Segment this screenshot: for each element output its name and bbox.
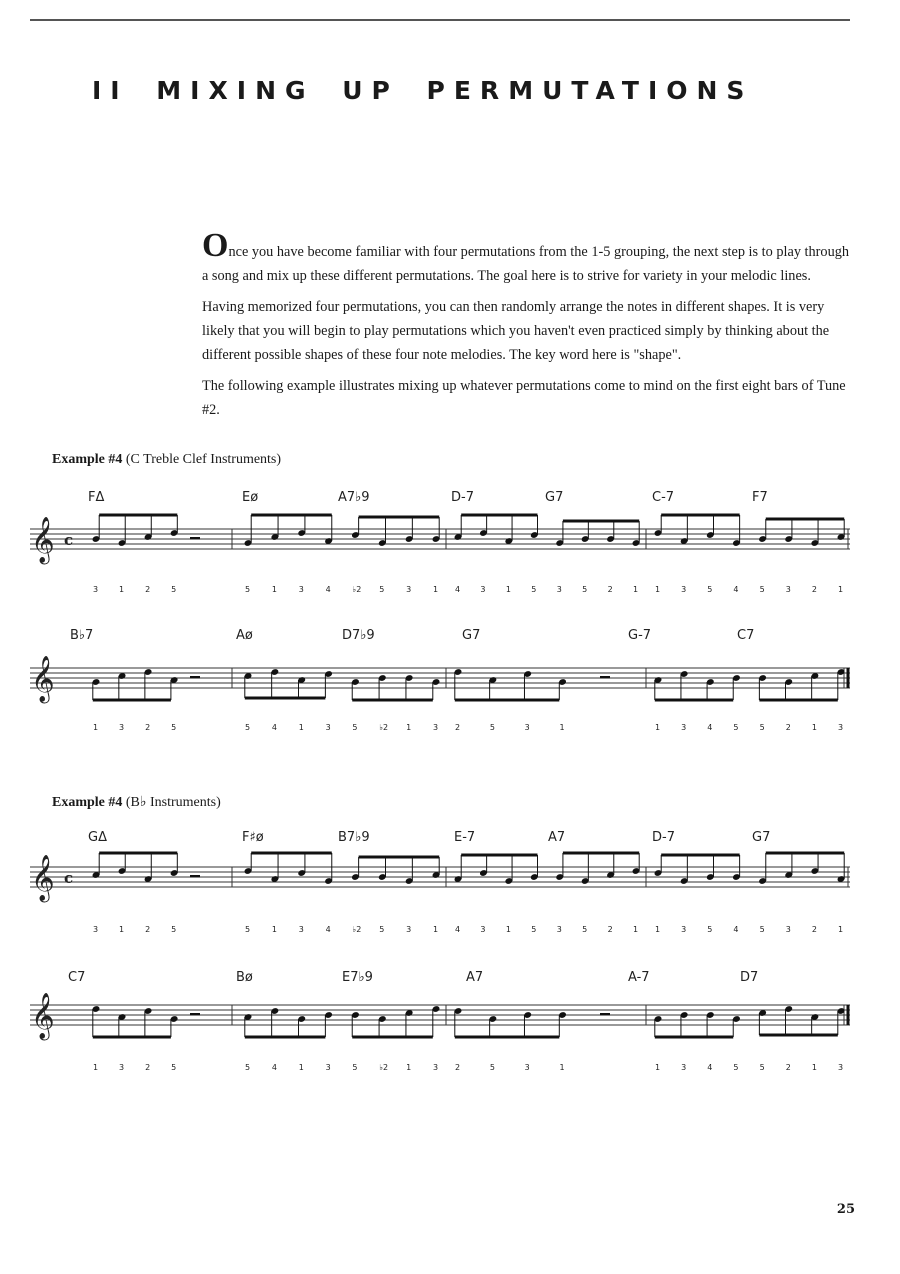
fingering-number: ♭2: [352, 585, 362, 594]
fingering-number: 3: [838, 1063, 844, 1072]
fingering-number: 3: [785, 925, 791, 934]
chord-symbol: D-7: [652, 830, 675, 845]
chord-symbol: C-7: [652, 490, 675, 505]
fingering-number: 4: [733, 925, 739, 934]
fingering-number: 5: [171, 585, 177, 594]
paragraph-3: The following example illustrates mixing up whatever permutations come to mind on the first eight bars of Tune #2.: [202, 378, 846, 418]
fingering-number: 5: [707, 585, 713, 594]
fingering-number: 2: [785, 723, 791, 732]
chord-symbol: Bø: [236, 970, 253, 985]
music-staff-system: [0, 837, 900, 907]
fingering-number: 2: [455, 1063, 461, 1072]
fingering-number: 1: [93, 723, 99, 732]
fingering-number: 5: [489, 723, 495, 732]
fingering-number: 5: [171, 925, 177, 934]
fingering-number: 1: [271, 585, 277, 594]
fingering-number: 1: [655, 723, 661, 732]
chord-symbol: A7: [466, 970, 484, 985]
fingering-number: 4: [455, 925, 461, 934]
fingering-number: 3: [119, 1063, 125, 1072]
fingering-number: 3: [681, 1063, 687, 1072]
fingering-number: 1: [433, 925, 439, 934]
treble-clef-icon: 𝄞: [31, 855, 55, 901]
fingering-number: 2: [811, 585, 817, 594]
fingering-number: 5: [759, 925, 765, 934]
half-rest-icon: [190, 1013, 200, 1016]
fingering-number: 3: [681, 925, 687, 934]
chord-symbol: B7♭9: [338, 830, 370, 845]
music-staff-system: [0, 638, 900, 708]
fingering-number: 2: [455, 723, 461, 732]
fingering-number: 5: [352, 1063, 358, 1072]
fingering-number: 3: [93, 925, 99, 934]
chord-symbol: GΔ: [88, 830, 107, 845]
fingering-number: 2: [811, 925, 817, 934]
fingering-number: 5: [531, 925, 537, 934]
fingering-number: 5: [707, 925, 713, 934]
fingering-number: 5: [582, 925, 588, 934]
fingering-number: 1: [119, 925, 125, 934]
fingering-number: 3: [298, 585, 304, 594]
treble-clef-icon: 𝄞: [31, 656, 55, 702]
fingering-number: 4: [271, 723, 277, 732]
drop-cap: O: [202, 227, 229, 264]
fingering-number: 3: [325, 723, 331, 732]
fingering-number: 1: [119, 585, 125, 594]
fingering-number: 5: [531, 585, 537, 594]
chord-symbol: G7: [752, 830, 771, 845]
example-label-c: Example #4 (C Treble Clef Instruments): [52, 452, 282, 467]
fingering-number: 4: [707, 723, 713, 732]
fingering-number: 5: [379, 585, 385, 594]
half-rest-icon: [600, 1013, 610, 1016]
fingering-number: 3: [93, 585, 99, 594]
fingering-number: 2: [145, 723, 151, 732]
chord-symbol: F♯ø: [242, 830, 264, 845]
fingering-number: 1: [406, 1063, 412, 1072]
fingering-number: 1: [655, 1063, 661, 1072]
fingering-number: 5: [733, 723, 739, 732]
fingering-number: 3: [785, 585, 791, 594]
fingering-number: 1: [655, 925, 661, 934]
fingering-number: 3: [681, 723, 687, 732]
half-rest-icon: [190, 537, 200, 540]
fingering-number: 4: [707, 1063, 713, 1072]
fingering-number: 1: [505, 585, 511, 594]
chord-symbol: G7: [545, 490, 564, 505]
paragraph-1: Once you have become familiar with four permutations from the 1-5 grouping, the next step is to play through a song and mix up these different permutations. The goal here is to strive for variety in your melodic lines.: [202, 227, 850, 284]
fingering-number: 2: [607, 585, 613, 594]
fingering-number: 4: [325, 585, 331, 594]
fingering-number: 1: [433, 585, 439, 594]
fingering-number: 1: [406, 723, 412, 732]
chord-symbol: A-7: [628, 970, 650, 985]
fingering-number: 3: [524, 1063, 530, 1072]
fingering-number: 2: [607, 925, 613, 934]
fingering-number: 4: [325, 925, 331, 934]
fingering-number: ♭2: [379, 723, 389, 732]
fingering-number: 1: [838, 925, 844, 934]
chord-symbol: Aø: [236, 628, 253, 643]
fingering-number: 3: [406, 585, 412, 594]
fingering-number: 3: [524, 723, 530, 732]
chord-symbol: C7: [737, 628, 755, 643]
fingering-number: 3: [406, 925, 412, 934]
fingering-number: 2: [145, 925, 151, 934]
fingering-number: 1: [298, 723, 304, 732]
music-staff-system: [0, 499, 900, 569]
fingering-number: 1: [93, 1063, 99, 1072]
paragraph-2: Having memorized four permutations, you can then randomly arrange the notes in different shapes. It is very likely that you will begin to play permutations which you haven't even practiced simply by thinking about the different possible shapes of these four note melodies. The key word here is "shape".: [202, 299, 830, 363]
chord-symbol: B♭7: [70, 628, 94, 643]
fingering-number: 5: [171, 1063, 177, 1072]
fingering-number: ♭2: [379, 1063, 389, 1072]
chord-symbol: E7♭9: [342, 970, 373, 985]
body-text: [202, 227, 850, 429]
music-staff-system: [0, 975, 900, 1045]
chord-symbol: D7♭9: [342, 628, 375, 643]
fingering-number: 3: [556, 925, 562, 934]
chord-symbol: D7: [740, 970, 759, 985]
fingering-number: 5: [582, 585, 588, 594]
fingering-number: 5: [245, 585, 251, 594]
top-rule: [30, 19, 850, 21]
fingering-number: 1: [633, 585, 639, 594]
fingering-number: 1: [298, 1063, 304, 1072]
half-rest-icon: [190, 676, 200, 679]
fingering-number: 3: [480, 585, 486, 594]
treble-clef-icon: 𝄞: [31, 993, 55, 1039]
fingering-number: 5: [759, 585, 765, 594]
common-time-icon: c: [64, 869, 74, 887]
fingering-number: 5: [759, 723, 765, 732]
fingering-number: 5: [489, 1063, 495, 1072]
fingering-number: 1: [559, 1063, 565, 1072]
fingering-number: 3: [119, 723, 125, 732]
fingering-number: 3: [681, 585, 687, 594]
chord-symbol: G-7: [628, 628, 652, 643]
example-label-bb: Example #4 (B♭ Instruments): [52, 795, 221, 810]
fingering-number: 2: [145, 585, 151, 594]
chord-symbol: FΔ: [88, 490, 105, 505]
fingering-number: 5: [352, 723, 358, 732]
chord-symbol: C7: [68, 970, 86, 985]
fingering-number: ♭2: [352, 925, 362, 934]
fingering-number: 5: [171, 723, 177, 732]
fingering-number: 5: [759, 1063, 765, 1072]
fingering-number: 1: [655, 585, 661, 594]
fingering-number: 5: [245, 723, 251, 732]
fingering-number: 1: [633, 925, 639, 934]
chord-symbol: Eø: [242, 490, 259, 505]
fingering-number: 3: [433, 723, 439, 732]
chord-symbol: D-7: [451, 490, 474, 505]
chord-symbol: F7: [752, 490, 768, 505]
fingering-number: 5: [245, 1063, 251, 1072]
fingering-number: 5: [733, 1063, 739, 1072]
half-rest-icon: [600, 676, 610, 679]
chord-symbol: G7: [462, 628, 481, 643]
fingering-number: 2: [145, 1063, 151, 1072]
fingering-number: 5: [245, 925, 251, 934]
fingering-number: 3: [838, 723, 844, 732]
fingering-number: 2: [785, 1063, 791, 1072]
fingering-number: 1: [838, 585, 844, 594]
fingering-number: 4: [271, 1063, 277, 1072]
fingering-number: 1: [505, 925, 511, 934]
fingering-number: 1: [271, 925, 277, 934]
fingering-number: 3: [480, 925, 486, 934]
fingering-number: 4: [733, 585, 739, 594]
page-number: 25: [836, 1202, 855, 1217]
fingering-number: 3: [298, 925, 304, 934]
chapter-title: II MIXING UP PERMUTATIONS: [92, 76, 754, 105]
half-rest-icon: [190, 875, 200, 878]
fingering-number: 1: [559, 723, 565, 732]
chord-symbol: A7♭9: [338, 490, 370, 505]
common-time-icon: c: [64, 531, 74, 549]
fingering-number: 3: [325, 1063, 331, 1072]
fingering-number: 3: [433, 1063, 439, 1072]
fingering-number: 4: [455, 585, 461, 594]
chord-symbol: A7: [548, 830, 566, 845]
fingering-number: 1: [811, 723, 817, 732]
chord-symbol: E-7: [454, 830, 476, 845]
fingering-number: 3: [556, 585, 562, 594]
treble-clef-icon: 𝄞: [31, 517, 55, 563]
fingering-number: 5: [379, 925, 385, 934]
fingering-number: 1: [811, 1063, 817, 1072]
